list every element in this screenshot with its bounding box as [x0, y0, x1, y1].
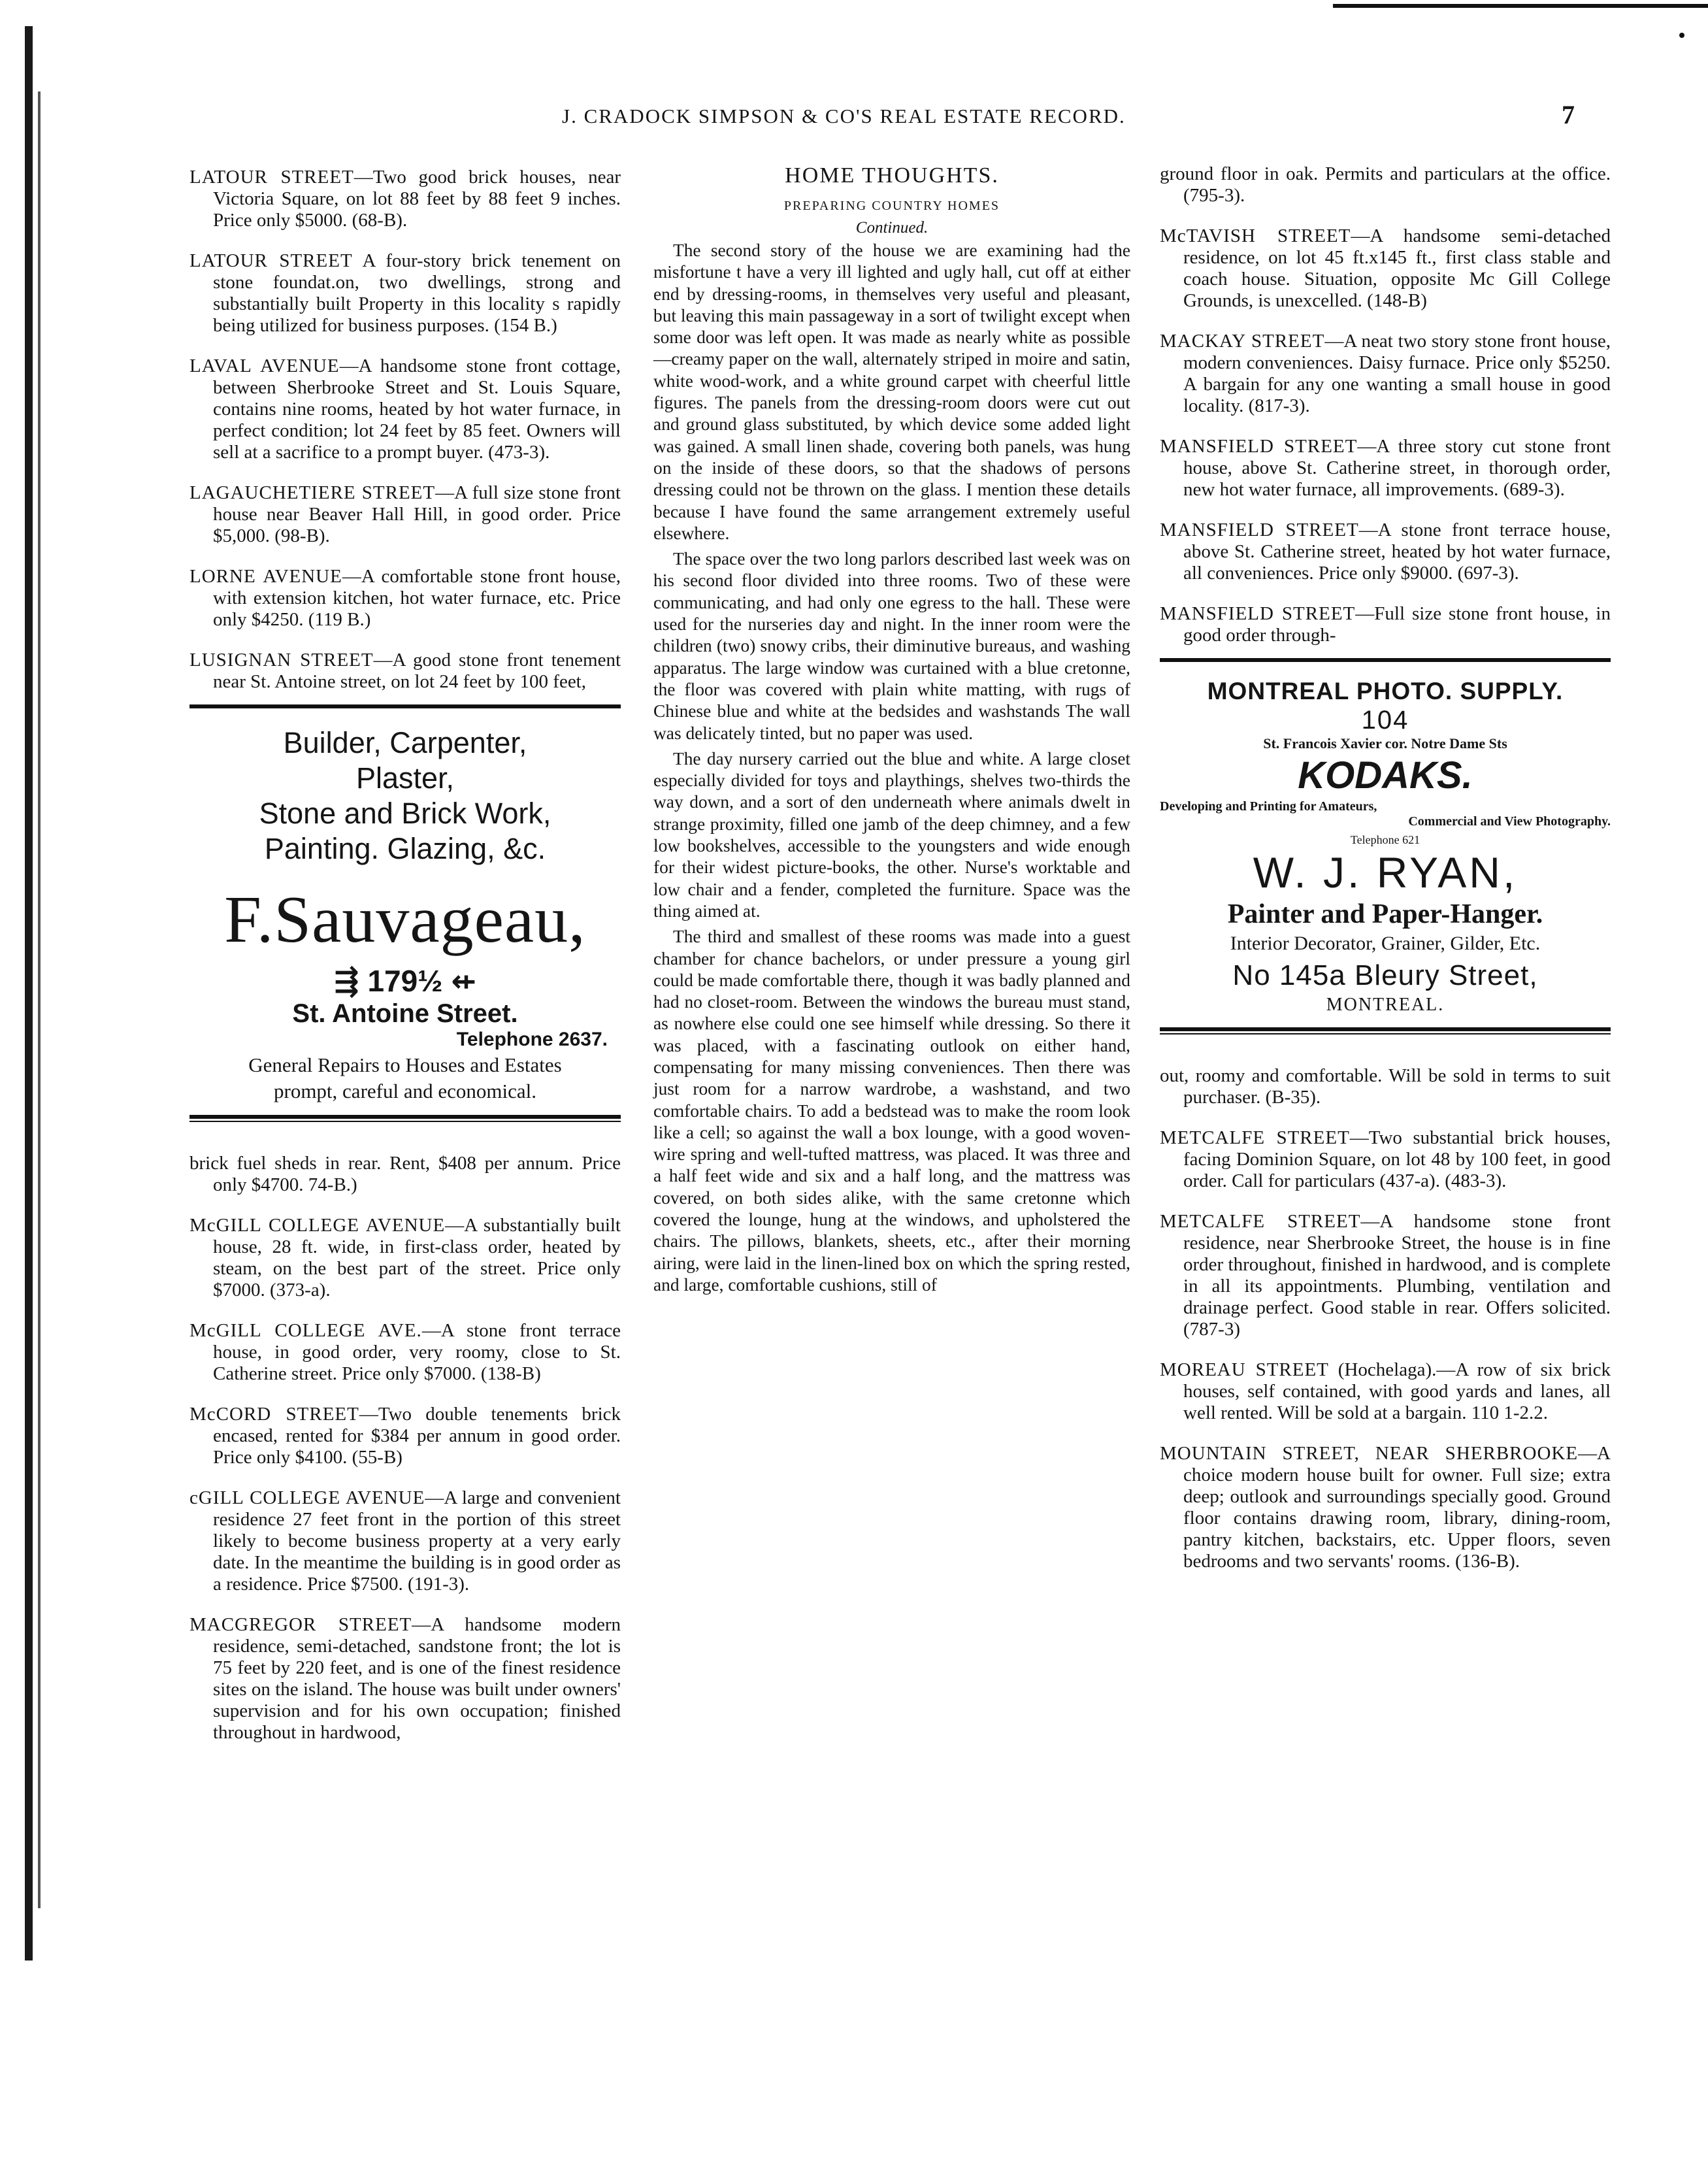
listing-lead: McGILL COLLEGE AVENUE	[189, 1215, 446, 1236]
arrow-left-icon: ⇷	[451, 964, 476, 998]
listing-text: ground floor in oak. Permits and particulars at the office. (795-3).	[1160, 163, 1611, 206]
listing-item	[189, 1215, 621, 1301]
ad-address: No 145a Bleury Street,	[1232, 959, 1538, 991]
listing-item	[189, 1153, 621, 1196]
binding-edge-line	[38, 91, 41, 1908]
spacer	[1160, 1034, 1611, 1046]
listing-item	[1160, 1127, 1611, 1192]
listing-text: —A handsome stone front residence, near Sherbrooke Street, the house is in fine order throughout, finished in hardwood, and is complete in all its appointments. Plumbing, ventilation and drainage perfect. Good stable in rear. Offers solicited. (787-3)	[1183, 1211, 1611, 1340]
listing-lead: LATOUR STREET	[189, 167, 354, 188]
painter-advertisement	[1160, 829, 1611, 1016]
listing-item	[1160, 1065, 1611, 1108]
listing-item	[189, 566, 621, 631]
article-continued-note: Continued.	[855, 219, 928, 237]
listing-lead: METCALFE STREET	[1160, 1127, 1350, 1148]
listing-lead: MANSFIELD STREET	[1160, 436, 1358, 457]
listing-lead: LAVAL AVENUE	[189, 356, 340, 376]
ink-dot	[1679, 33, 1684, 38]
ad-divider	[1160, 1027, 1611, 1031]
listing-text: —A full size stone front house near Beaver Hall Hill, in good order. Price $5,000. (98-B).	[213, 482, 621, 546]
ad-services: Developing and Printing for Amateurs,	[1160, 799, 1377, 814]
listing-lead: cGILL COLLEGE AVENUE	[189, 1487, 425, 1508]
article-paragraph: The second story of the house we are examining had the misfortune t have a very ill lighted and ugly hall, cut off at either end by dressing-rooms, in themselves very useful and pleasant, but leaving this main passageway in a sort of twilight except when some door was left open. It was made as nearly white as possible—creamy paper on the wall, alternately striped in moire and satin, white wood-work, and a white ground carpet with cheerful little figures. The panels from the dressing-room doors were cut out and ground glass substituted, by which device some added light was gained. A small linen shade, covering both panels, was hung on the inside of these doors, so that the shadows of persons dressing could not be thrown on the glass. I mention these details because I have found the same arrangement extremely useful elsewhere.	[653, 240, 1130, 543]
listing-item	[1160, 163, 1611, 207]
ad-product: KODAKS.	[1298, 754, 1473, 797]
ad-services: Commercial and View Photography.	[1408, 814, 1611, 829]
listing-item	[1160, 603, 1611, 646]
ad-services: Interior Decorator, Grainer, Gilder, Etc.	[1230, 933, 1541, 954]
listing-text: —A large and convenient residence 27 feet front in the portion of this street likely to become business property at a very early date. In the meantime the building is in good order as a residence. Price $7500. (191-3).	[213, 1487, 621, 1595]
listing-lead: McGILL COLLEGE AVE.	[189, 1320, 422, 1341]
left-listings-bottom	[189, 1153, 621, 1744]
listing-item	[189, 1320, 621, 1385]
listing-text: A four-story brick tenement on stone foundat.on, two dwellings, strong and substantially built Property in this locality s rapidly being utilized for business purposes. (154 B.)	[213, 250, 621, 336]
listing-text: brick fuel sheds in rear. Rent, $408 per annum. Price only $4700. 74-B.)	[189, 1153, 621, 1195]
listing-lead: LATOUR STREET	[189, 250, 353, 271]
ad-tagline: General Repairs to Houses and Estates	[248, 1053, 562, 1076]
listing-text: —Full size stone front house, in good order through-	[1183, 603, 1611, 646]
listing-item	[1160, 1211, 1611, 1340]
article-column	[653, 163, 1130, 1300]
listing-text: —A handsome modern residence, semi-detached, sandstone front; the lot is 75 feet by 220 feet, and is one of the finest residence sites on the island. The house was built under owners' supervision and for his own occupation; finished throughout in hardwood,	[213, 1614, 621, 1743]
listing-lead: MACGREGOR STREET	[189, 1614, 412, 1635]
listing-item	[189, 650, 621, 693]
listing-text: —A comfortable stone front house, with extension kitchen, hot water furnace, etc. Price only $4250. (119 B.)	[213, 566, 621, 630]
article-paragraph: The day nursery carried out the blue and white. A large closet especially divided for toys and playthings, shelves two-thirds the way down, and a sort of den underneath where animals dwelt in strange proximity, filled one jamb of the deep chimney, and a few low bookshelves, accessible to the youngsters and wide enough for their widest picture-books, the other. Nurse's worktable and low chair and a fender, completed the furniture. Space was the thing aimed at.	[653, 748, 1130, 921]
listing-item	[1160, 520, 1611, 584]
listing-text: —A handsome semi-detached residence, on lot 45 ft.x145 ft., first class stable and coach house. Situation, opposite Mc Gill College Grounds, is unexcelled. (148-B)	[1183, 225, 1611, 311]
listing-item	[189, 1614, 621, 1744]
telephone: Telephone 2637.	[456, 1029, 608, 1050]
ad-tagline: prompt, careful and economical.	[274, 1080, 536, 1102]
left-column	[189, 167, 621, 1757]
telephone: Telephone 621	[1350, 833, 1421, 846]
listing-lead: MANSFIELD STREET	[1160, 603, 1356, 624]
listing-item	[189, 250, 621, 337]
listing-lead: MOREAU STREET	[1160, 1359, 1329, 1380]
binding-edge-shadow	[25, 26, 33, 1961]
arrow-right-icon: ⇶	[334, 964, 359, 998]
listing-text: —A neat two story stone front house, modern conveniences. Daisy furnace. Price only $5250. A bargain for any one wanting a small house in good locality. (817-3).	[1183, 331, 1611, 416]
right-column	[1160, 163, 1611, 1585]
photo-supply-advertisement	[1160, 662, 1611, 829]
listing-text: —A stone front terrace house, above St. Catherine street, heated by hot water furnace, all conveniences. Price only $9000. (697-3).	[1183, 520, 1611, 584]
top-edge-rule	[1333, 4, 1708, 8]
ad-heading-line: Stone and Brick Work,	[259, 797, 551, 830]
article-subtitle: PREPARING COUNTRY HOMES	[783, 199, 1000, 213]
listing-text: —A stone front terrace house, in good order, very roomy, close to St. Catherine street. Price only $7000. (138-B)	[213, 1320, 621, 1384]
listing-item	[189, 356, 621, 463]
ad-divider	[189, 1115, 621, 1119]
listing-lead: MACKAY STREET	[1160, 331, 1325, 352]
right-listings-bottom	[1160, 1065, 1611, 1572]
listing-text: —Two double tenements brick encased, rented for $384 per annum in good order. Price only $4100. (55-B)	[213, 1404, 621, 1468]
spacer	[189, 1122, 621, 1134]
listing-text: —A handsome stone front cottage, between Sherbrooke Street and St. Louis Square, contains nine rooms, heated by hot water furnace, in perfect condition; lot 24 feet by 85 feet. Owners will sell at a sacrifice to a prompt buyer. (473-3).	[213, 356, 621, 463]
left-listings-top	[189, 167, 621, 693]
builder-advertisement	[189, 708, 621, 1103]
listing-lead: McCORD STREET	[189, 1404, 359, 1425]
listing-item	[1160, 331, 1611, 417]
advertiser-name: F.Sauvageau,	[224, 883, 586, 957]
listing-text: —Two substantial brick houses, facing Dominion Square, on lot 48 by 100 feet, in good order. Call for particulars (437-a). (483-3).	[1183, 1127, 1611, 1191]
listing-item	[189, 1404, 621, 1468]
listing-text: —A substantially built house, 28 ft. wide, in first-class order, heated by steam, on the best part of the street. Price only $7000. (373-a).	[213, 1215, 621, 1300]
street-number	[189, 963, 621, 999]
listing-item	[189, 1487, 621, 1595]
article-paragraph: The third and smallest of these rooms was made into a guest chamber for chance bachelors, or under pressure a young girl could be made comfortable there, though it was badly planned and had no closet-room. Between the windows the bureau must stand, as nowhere else could one see himself while dressing. So there it was placed, with a fascinating outlook on either hand, compensating for many missing conveniences. Then there was just room for a narrow wardrobe, a washstand, and two comfortable chairs. To add a bedstead was to make the room look like a cell; so against the wall a box lounge, with a good woven-wire spring and well-tufted mattress, was placed. It was three and a half feet wide and six and a half long, and the mattress was covered, on both sides alike, with the same cretonne which covered the lounge, hung at the windows, and upholstered the chairs. The pillows, blankets, sheets, etc., after their morning airing, were laid in the linen-lined box on which the spring rested, and large, comfortable cushions, still of	[653, 927, 1130, 1295]
street-number-value: 179½	[367, 964, 443, 998]
listing-lead: McTAVISH STREET	[1160, 225, 1351, 246]
listing-lead: MOUNTAIN STREET, NEAR SHERBROOKE	[1160, 1443, 1579, 1464]
listing-item	[189, 167, 621, 231]
ad-heading-line: Painting. Glazing, &c.	[264, 832, 546, 865]
listing-text: (Hochelaga).—A row of six brick houses, self contained, with good yards and lanes, all well rented. Will be sold at a bargain. 110 1-2.2.	[1183, 1359, 1611, 1423]
ad-heading-line: Builder, Carpenter,	[283, 726, 527, 759]
page-number: 7	[1562, 100, 1575, 129]
article-title: HOME THOUGHTS.	[785, 163, 999, 188]
listing-lead: LUSIGNAN STREET	[189, 650, 374, 670]
listing-item	[1160, 436, 1611, 501]
listing-item	[1160, 1359, 1611, 1424]
advertiser-name: W. J. RYAN,	[1253, 848, 1518, 897]
listing-text: —A good stone front tenement near St. Antoine street, on lot 24 feet by 100 feet,	[213, 650, 621, 692]
right-listings-top	[1160, 163, 1611, 646]
listing-text: —A choice modern house built for owner. Full size; extra deep; outlook and surroundings specially good. Ground floor contains drawing room, library, dining-room, pantry kitchen, backstairs, etc. Upper floors, seven bedrooms and two servants' rooms. (136-B).	[1183, 1443, 1611, 1572]
street-name: St. Antoine Street.	[292, 999, 518, 1028]
ad-location: St. Francois Xavier cor. Notre Dame Sts	[1263, 735, 1507, 752]
article-paragraph: The space over the two long parlors described last week was on his second floor divided into three rooms. Two of these were communicating, and had only one egress to the hall. These were used for the nurseries day and night. In the inner room were the children (two) snowy cribs, their diminutive bureaus, and washing apparatus. The large window was curtained with a blue cretonne, the floor was covered with plain white matting, with rugs of Chinese blue and white at the bedsides and washstands The wall was delicately tinted, but no paper was used.	[653, 549, 1130, 743]
listing-lead: MANSFIELD STREET	[1160, 520, 1359, 540]
listing-item	[189, 482, 621, 547]
listing-lead: METCALFE STREET	[1160, 1211, 1361, 1232]
listing-item	[1160, 225, 1611, 312]
listing-lead: LORNE AVENUE	[189, 566, 342, 587]
listing-lead: LAGAUCHETIERE STREET	[189, 482, 436, 503]
ad-title: MONTREAL PHOTO. SUPPLY.	[1207, 678, 1564, 704]
ad-trade: Painter and Paper-Hanger.	[1227, 899, 1543, 929]
listing-text: —Two good brick houses, near Victoria Square, on lot 88 feet by 88 feet 9 inches. Price only $5000. (68-B).	[213, 167, 621, 231]
listing-text: out, roomy and comfortable. Will be sold in terms to suit purchaser. (B-35).	[1160, 1065, 1611, 1108]
ad-city: MONTREAL.	[1326, 995, 1445, 1015]
ad-heading-line: Plaster,	[355, 761, 455, 795]
running-head: J. CRADOCK SIMPSON & CO'S REAL ESTATE RECORD.	[562, 105, 1126, 127]
listing-text: —A three story cut stone front house, above St. Catherine street, in thorough order, new hot water furnace, all improvements. (689-3).	[1183, 436, 1611, 500]
street-number: 104	[1361, 706, 1409, 735]
listing-item	[1160, 1443, 1611, 1572]
